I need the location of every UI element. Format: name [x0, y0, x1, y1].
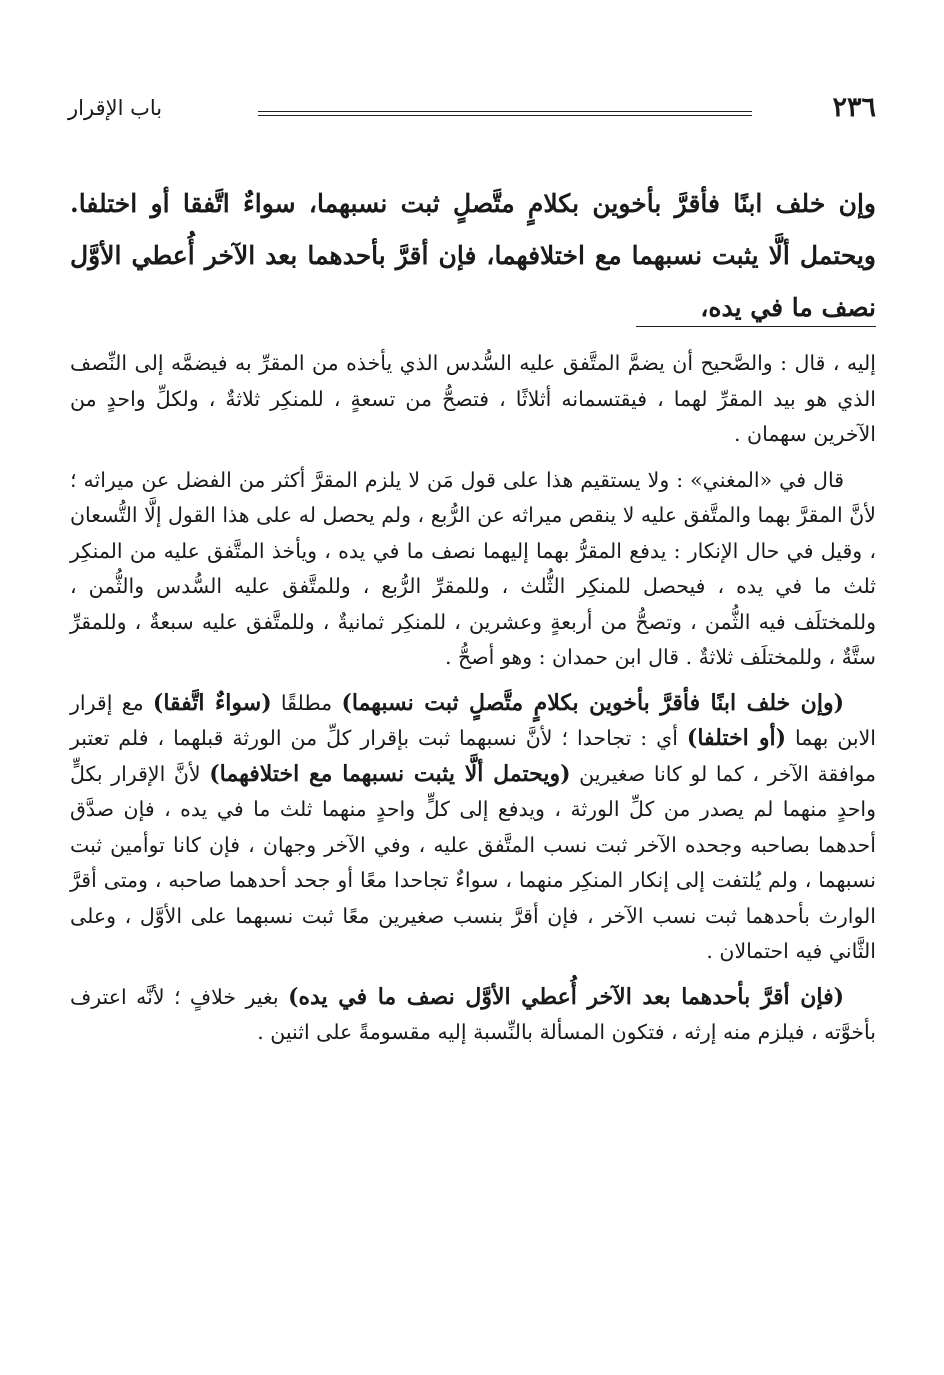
commentary-text: لأنَّ الإقرار بكلٍّ واحدٍ منهما لم يصدر من كلِّ الورثة ، ويدفع إلى كلٍّ واحدٍ منهما ثلث ما في يده ، فإن صدَّق أحدهما بصاحبه وجحده الآخر ثبت نسب المتَّفق عليه ، وفي الآخر وجهان ، فإن كانا توأمين ثبت نسبهما ، ولم يُلتفت إلى إنكار المنكِر منهما ، سواءٌ تجاحدا معًا أو جحد أحدهما صاحبه ، ومتى أقرَّ الوارث بأحدهما ثبت نسب الآخر ، فإن أقرَّ بنسب صغيرين معًا ثبت نسبهما على الأوَّل ، وعلى الثَّاني فيه احتمالان .: [70, 761, 876, 963]
commentary-paragraph-1: إليه ، قال : والصَّحيح أن يضمَّ المتَّفق عليه السُّدس الذي يأخذه من المقرِّ به فيضمَّه إلى النِّصف الذي هو بيد المقرِّ لهما ، فيقتسمانه أثلاثًا ، فتصحُّ من تسعةٍ ، للمنكِر ثلاثةٌ ، ولكلِّ واحدٍ من الآخرين سهمان .: [70, 351, 876, 446]
quoted-matn: (وإن خلف ابنًا فأقرَّ بأخوين بكلامٍ متَّصلٍ ثبت نسبهما): [341, 689, 844, 716]
main-text: وإن خلف ابنًا فأقرَّ بأخوين بكلامٍ متَّصلٍ ثبت نسبهما، سواءٌ اتَّفقا أو اختلفا. ويحتمل ألَّا يثبت نسبهما مع اختلافهما، فإن أقرَّ بأحدهما بعد الآخر أُعطي الأوَّل نصف ما في يده،: [70, 189, 876, 322]
page-number: ٢٣٦: [832, 92, 876, 123]
commentary-text: مطلقًا: [271, 690, 342, 715]
page-header: [68, 92, 876, 132]
running-title: باب الإقرار: [68, 96, 163, 120]
quoted-matn: (أو اختلفا): [686, 725, 787, 751]
quoted-matn: (سواءٌ اتَّفقا): [152, 689, 272, 716]
commentary-paragraph-3: [70, 686, 876, 970]
section-divider: [636, 326, 876, 327]
commentary-paragraph-4: [70, 980, 876, 1051]
commentary-text: مع إقرار الابن بهما: [70, 690, 876, 750]
commentary-text: بغير خلافٍ ؛ لأنَّه اعترف بأخوَّته ، فيلزم منه إرثه ، فتكون المسألة بالنِّسبة إليه مقسومةً على اثنين .: [70, 984, 876, 1044]
quoted-matn: (ويحتمل ألَّا يثبت نسبهما مع اختلافهما): [209, 760, 571, 787]
commentary-paragraph-2: قال في «المغني» : ولا يستقيم هذا على قول مَن لا يلزم المقرَّ أكثر من الفضل عن ميراثه ؛ لأنَّ المقرَّ بهما والمتَّفق عليه لا ينقص ميراثه عن الرُّبع ، ولم يحصل له على هذا القول إلَّا التُّسعان ، وقيل في حال الإنكار : يدفع المقرُّ بهما إليهما نصف ما في يده ، ويأخذ المتَّفق عليه من المنكِر ثلث ما في يده ، فيحصل للمنكِر الثُّلث ، وللمقرِّ الرُّبع ، وللمتَّفق عليه السُّدس والثُّمن ، وللمختلَف فيه الثُّمن ، وتصحُّ من أربعةٍ وعشرين ، للمنكِر ثمانيةٌ ، وللمتَّفق عليه سبعةٌ ، وللمقرِّ ستَّةٌ ، وللمختلَف ثلاثةٌ . قال ابن حمدان : وهو أصحُّ .: [70, 467, 876, 669]
header-divider: [258, 111, 752, 116]
commentary-text: أي : تجاحدا ؛ لأنَّ نسبهما ثبت بإقرار كلِّ من الورثة قبلهما ، فلم تعتبر موافقة الآخر ، كما لو كانا صغيرين: [70, 726, 876, 786]
quoted-matn: (فإن أقرَّ بأحدهما بعد الآخر أُعطي الأوَّل نصف ما في يده): [288, 983, 844, 1010]
commentary: [70, 346, 876, 1061]
